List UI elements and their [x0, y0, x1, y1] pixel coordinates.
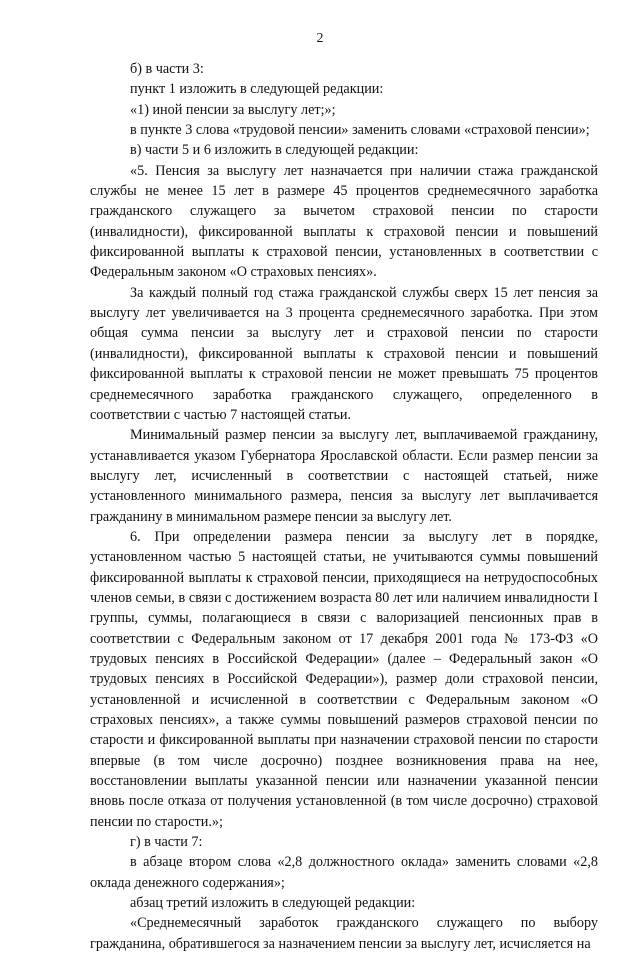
- page-number: 2: [316, 31, 324, 46]
- paragraph-part7-paragraph3-instruction: абзац третий изложить в следующей редакции:: [130, 895, 416, 912]
- document-body: [90, 59, 598, 954]
- paragraph-item3-replacement: в пункте 3 слова «трудовой пенсии» заменить словами «страховой пенсии»;: [130, 122, 590, 139]
- paragraph-pension-increase: За каждый полный год стажа гражданской службы сверх 15 лет пенсия за выслугу лет увеличивается на 3 процента среднемесячного заработка. При этом общая сумма пенсии за выслугу лет и страховой пенсии по старости (инвалидности), фиксированной выплаты к страховой пенсии и повышений фиксированной выплаты к страховой пенсии не может превышать 75 процентов среднемесячного заработка гражданского служащего, определенного в соответствии с частью 7 настоящей статьи.: [90, 284, 598, 423]
- paragraph-average-earnings: «Среднемесячный заработок гражданского служащего по выбору гражданина, обратившегося за назначением пенсии за выслугу лет, исчисляется на: [90, 915, 598, 952]
- paragraph-minimum-pension: Минимальный размер пенсии за выслугу лет, выплачиваемой гражданину, устанавливается указом Губернатора Ярославской области. Если размер пенсии за выслугу лет, исчисленный в соответствии с настоящей статьей, ниже установленного минимального размера, пенсия за выслугу лет выплачивается гражданину в минимальном размере пенсии за выслугу лет.: [90, 427, 598, 525]
- paragraph-part6: 6. При определении размера пенсии за выслугу лет в порядке, установленном частью 5 настоящей статьи, не учитываются суммы повышений фиксированной выплаты к страховой пенсии, приходящиеся на нетрудоспособных членов семьи, в связи с достижением возраста 80 лет или наличием инвалидности I группы, суммы, полагающиеся в связи с валоризацией пенсионных прав в соответствии с Федеральным законом от 17 декабря 2001 года № 173-ФЗ «О трудовых пенсиях в Российской Федерации» (далее – Федеральный закон «О трудовых пенсиях в Российской Федерации»), размер доли страховой пенсии, установленной и исчисленной в соответствии с Федеральным законом «О страховых пенсиях», а также суммы повышений размеров страховой пенсии по старости и фиксированной выплаты при назначении страховой пенсии по старости впервые (в том числе досрочно) позднее возникновения права на нее, восстановлении выплаты указанной пенсии или назначении указанной пенсии вновь после отказа от получения установленной (в том числе досрочно) страховой пенсии по старости.»;: [90, 528, 598, 830]
- paragraph-parts5-6-heading: в) части 5 и 6 изложить в следующей редакции:: [130, 142, 419, 159]
- paragraph-part7-heading: г) в части 7:: [130, 834, 203, 851]
- paragraph-part5: «5. Пенсия за выслугу лет назначается при наличии стажа гражданской службы не менее 15 лет в размере 45 процентов среднемесячного заработка гражданского служащего за вычетом страховой пенсии по старости (инвалидности), фиксированной выплаты к страховой пенсии и повышений фиксированной выплаты к страховой пенсии, установленных в соответствии с Федеральным законом «О страховых пенсиях».: [90, 162, 598, 281]
- paragraph-item1-text: «1) иной пенсии за выслугу лет;»;: [130, 101, 336, 118]
- paragraph-part3-heading: б) в части 3:: [130, 61, 204, 77]
- paragraph-part7-paragraph2: в абзаце втором слова «2,8 должностного оклада» заменить словами «2,8 оклада денежного содержания»;: [90, 854, 598, 891]
- paragraph-item1-instruction: пункт 1 изложить в следующей редакции:: [130, 81, 384, 98]
